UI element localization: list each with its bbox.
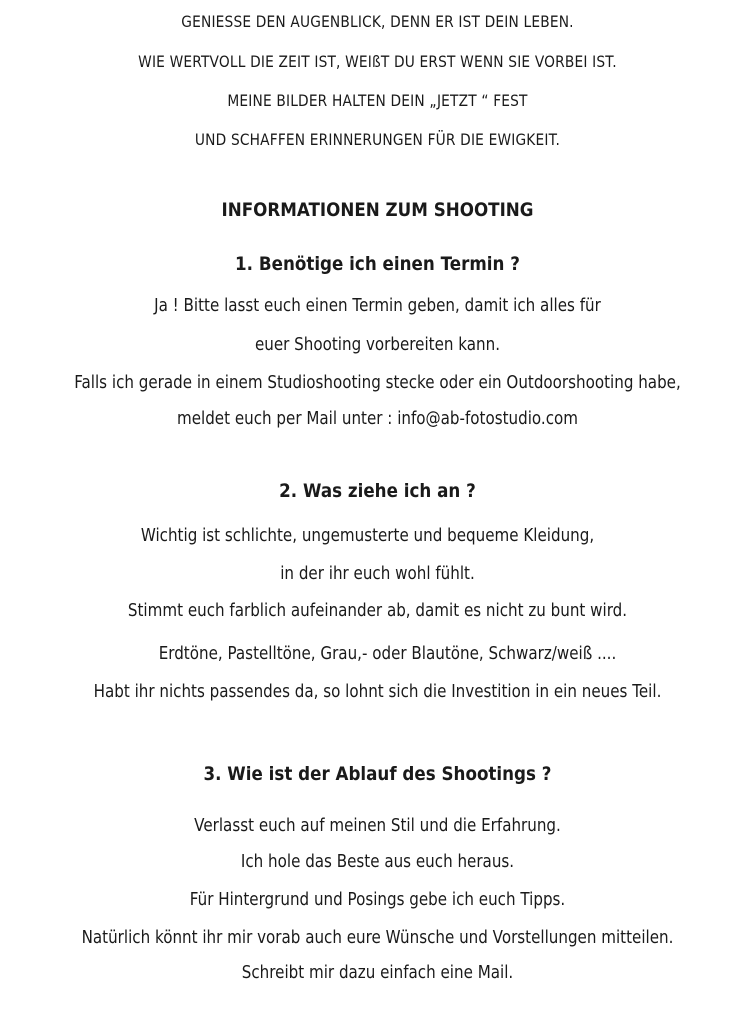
section-3-line-5: Schreibt mir dazu einfach eine Mail. [241, 962, 514, 983]
section-3-line-3: Für Hintergrund und Posings gebe ich euch Tipps. [189, 889, 566, 910]
intro-line-4: UND SCHAFFEN ERINNERUNGEN FÜR DIE EWIGKEIT. [194, 130, 561, 149]
section-1-line-3: Falls ich gerade in einem Studioshooting stecke oder ein Outdoorshooting habe, [74, 372, 681, 393]
intro-line-3: MEINE BILDER HALTEN DEIN „JETZT “ FEST [227, 91, 528, 110]
section-3-line-4: Natürlich könnt ihr mir vorab auch eure Wünsche und Vorstellungen mitteilen. [81, 927, 674, 948]
section-2-line-2: in der ihr euch wohl fühlt. [280, 563, 475, 584]
section-2-line-4: Erdtöne, Pastelltöne, Grau,- oder Blautöne, Schwarz/weiß .... [158, 643, 617, 664]
section-3-line-2: Ich hole das Beste aus euch heraus. [240, 851, 515, 872]
intro-line-2: WIE WERTVOLL DIE ZEIT IST, WEIßT DU ERST WENN SIE VORBEI IST. [138, 52, 617, 71]
intro-line-1: GENIESSE DEN AUGENBLICK, DENN ER IST DEIN LEBEN. [181, 12, 574, 31]
section-1-line-2: euer Shooting vorbereiten kann. [254, 334, 501, 355]
section-3-line-1: Verlasst euch auf meinen Stil und die Erfahrung. [194, 815, 561, 836]
section-2-line-1: Wichtig ist schlichte, ungemusterte und bequeme Kleidung, [140, 525, 595, 546]
page-heading: INFORMATIONEN ZUM SHOOTING [221, 199, 534, 221]
section-2-question: 2. Was ziehe ich an ? [279, 480, 476, 502]
section-2-line-3: Stimmt euch farblich aufeinander ab, damit es nicht zu bunt wird. [127, 600, 628, 621]
section-2-line-5: Habt ihr nichts passendes da, so lohnt sich die Investition in ein neues Teil. [93, 681, 662, 702]
section-3-question: 3. Wie ist der Ablauf des Shootings ? [203, 763, 552, 785]
section-1-question: 1. Benötige ich einen Termin ? [235, 253, 520, 275]
section-1-line-4: meldet euch per Mail unter : info@ab-fotostudio.com [176, 408, 579, 429]
section-1-line-1: Ja ! Bitte lasst euch einen Termin geben, damit ich alles für [154, 295, 601, 316]
